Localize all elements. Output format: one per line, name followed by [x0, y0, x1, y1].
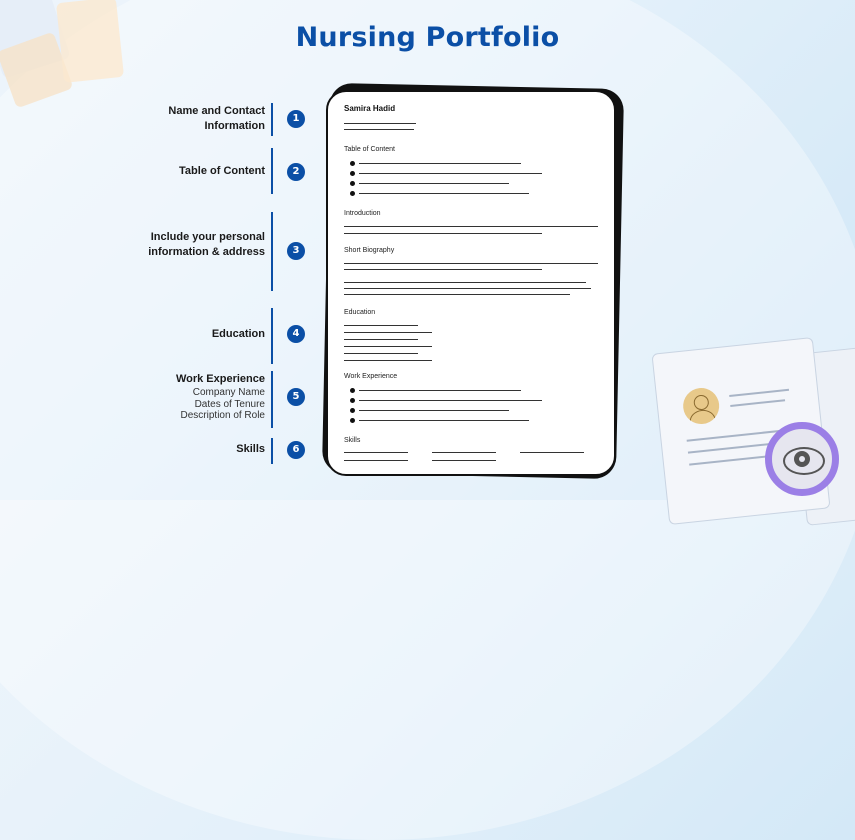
placeholder-line: [344, 233, 542, 234]
eye-icon: [765, 422, 839, 496]
section-label: [236, 442, 265, 457]
placeholder-line: [344, 360, 432, 361]
document-name: Samira Hadid: [344, 104, 396, 113]
placeholder-line: [344, 339, 418, 340]
placeholder-line: [344, 294, 570, 295]
section-divider: [271, 371, 273, 428]
section-divider: [271, 438, 273, 464]
placeholder-line: [359, 173, 542, 174]
bullet: [350, 191, 355, 196]
document-heading-skills: Skills: [344, 437, 361, 444]
placeholder-line: [344, 129, 414, 130]
bullet: [350, 388, 355, 393]
placeholder-line: [344, 353, 418, 354]
placeholder-line: [520, 452, 584, 453]
section-divider: [271, 148, 273, 194]
document-heading-introduction: Introduction: [344, 210, 381, 217]
placeholder-line: [432, 460, 496, 461]
bullet: [350, 171, 355, 176]
section-title: Education: [211, 328, 265, 340]
placeholder-line: [344, 332, 432, 333]
section-label: [148, 230, 265, 260]
section-divider: [271, 212, 273, 291]
placeholder-line: [432, 452, 496, 453]
placeholder-line: [344, 269, 542, 270]
avatar-icon: [681, 386, 721, 426]
bullet: [350, 398, 355, 403]
placeholder-line: [344, 263, 598, 264]
placeholder-line: [344, 346, 432, 347]
section-title: Skills: [236, 443, 265, 455]
bullet: [350, 418, 355, 423]
document-heading-work: Work Experience: [344, 373, 398, 380]
step-number-badge: 5: [287, 388, 305, 406]
section-label: [176, 372, 265, 422]
section-divider: [271, 103, 273, 136]
placeholder-line: [359, 410, 509, 411]
section-title: Work Experience: [175, 373, 265, 385]
section-subitem: Dates of Tenure: [194, 398, 265, 410]
step-number-badge: 4: [287, 325, 305, 343]
portfolio-document: [326, 90, 616, 476]
document-heading-toc: Table of Content: [344, 146, 395, 153]
section-label: [179, 164, 265, 179]
placeholder-line: [344, 288, 591, 289]
placeholder-line: [359, 193, 529, 194]
step-number-badge: 2: [287, 163, 305, 181]
placeholder-line: [344, 460, 408, 461]
placeholder-line: [359, 400, 542, 401]
section-title: Name and Contact Information: [168, 105, 265, 132]
section-subitem: Company Name: [192, 387, 265, 398]
placeholder-line: [359, 420, 529, 421]
document-heading-biography: Short Biography: [344, 247, 395, 254]
step-number-badge: 6: [287, 441, 305, 459]
placeholder-line: [344, 123, 416, 124]
step-number-badge: 1: [287, 110, 305, 128]
page-title: Nursing Portfolio: [295, 22, 560, 53]
bullet: [350, 161, 355, 166]
section-divider: [271, 308, 273, 364]
section-label: [212, 327, 265, 342]
placeholder-line: [359, 183, 509, 184]
bullet: [350, 181, 355, 186]
section-label: [168, 104, 265, 134]
bullet: [350, 408, 355, 413]
section-title: Include your personal information & address: [148, 231, 265, 258]
section-title: Table of Content: [179, 165, 265, 177]
step-number-badge: 3: [287, 242, 305, 260]
document-heading-education: Education: [344, 309, 376, 316]
placeholder-line: [359, 163, 521, 164]
placeholder-line: [344, 452, 408, 453]
placeholder-line: [344, 226, 598, 227]
placeholder-line: [359, 390, 521, 391]
placeholder-line: [344, 282, 586, 283]
placeholder-line: [344, 325, 418, 326]
section-subitem: Description of Role: [180, 410, 265, 421]
